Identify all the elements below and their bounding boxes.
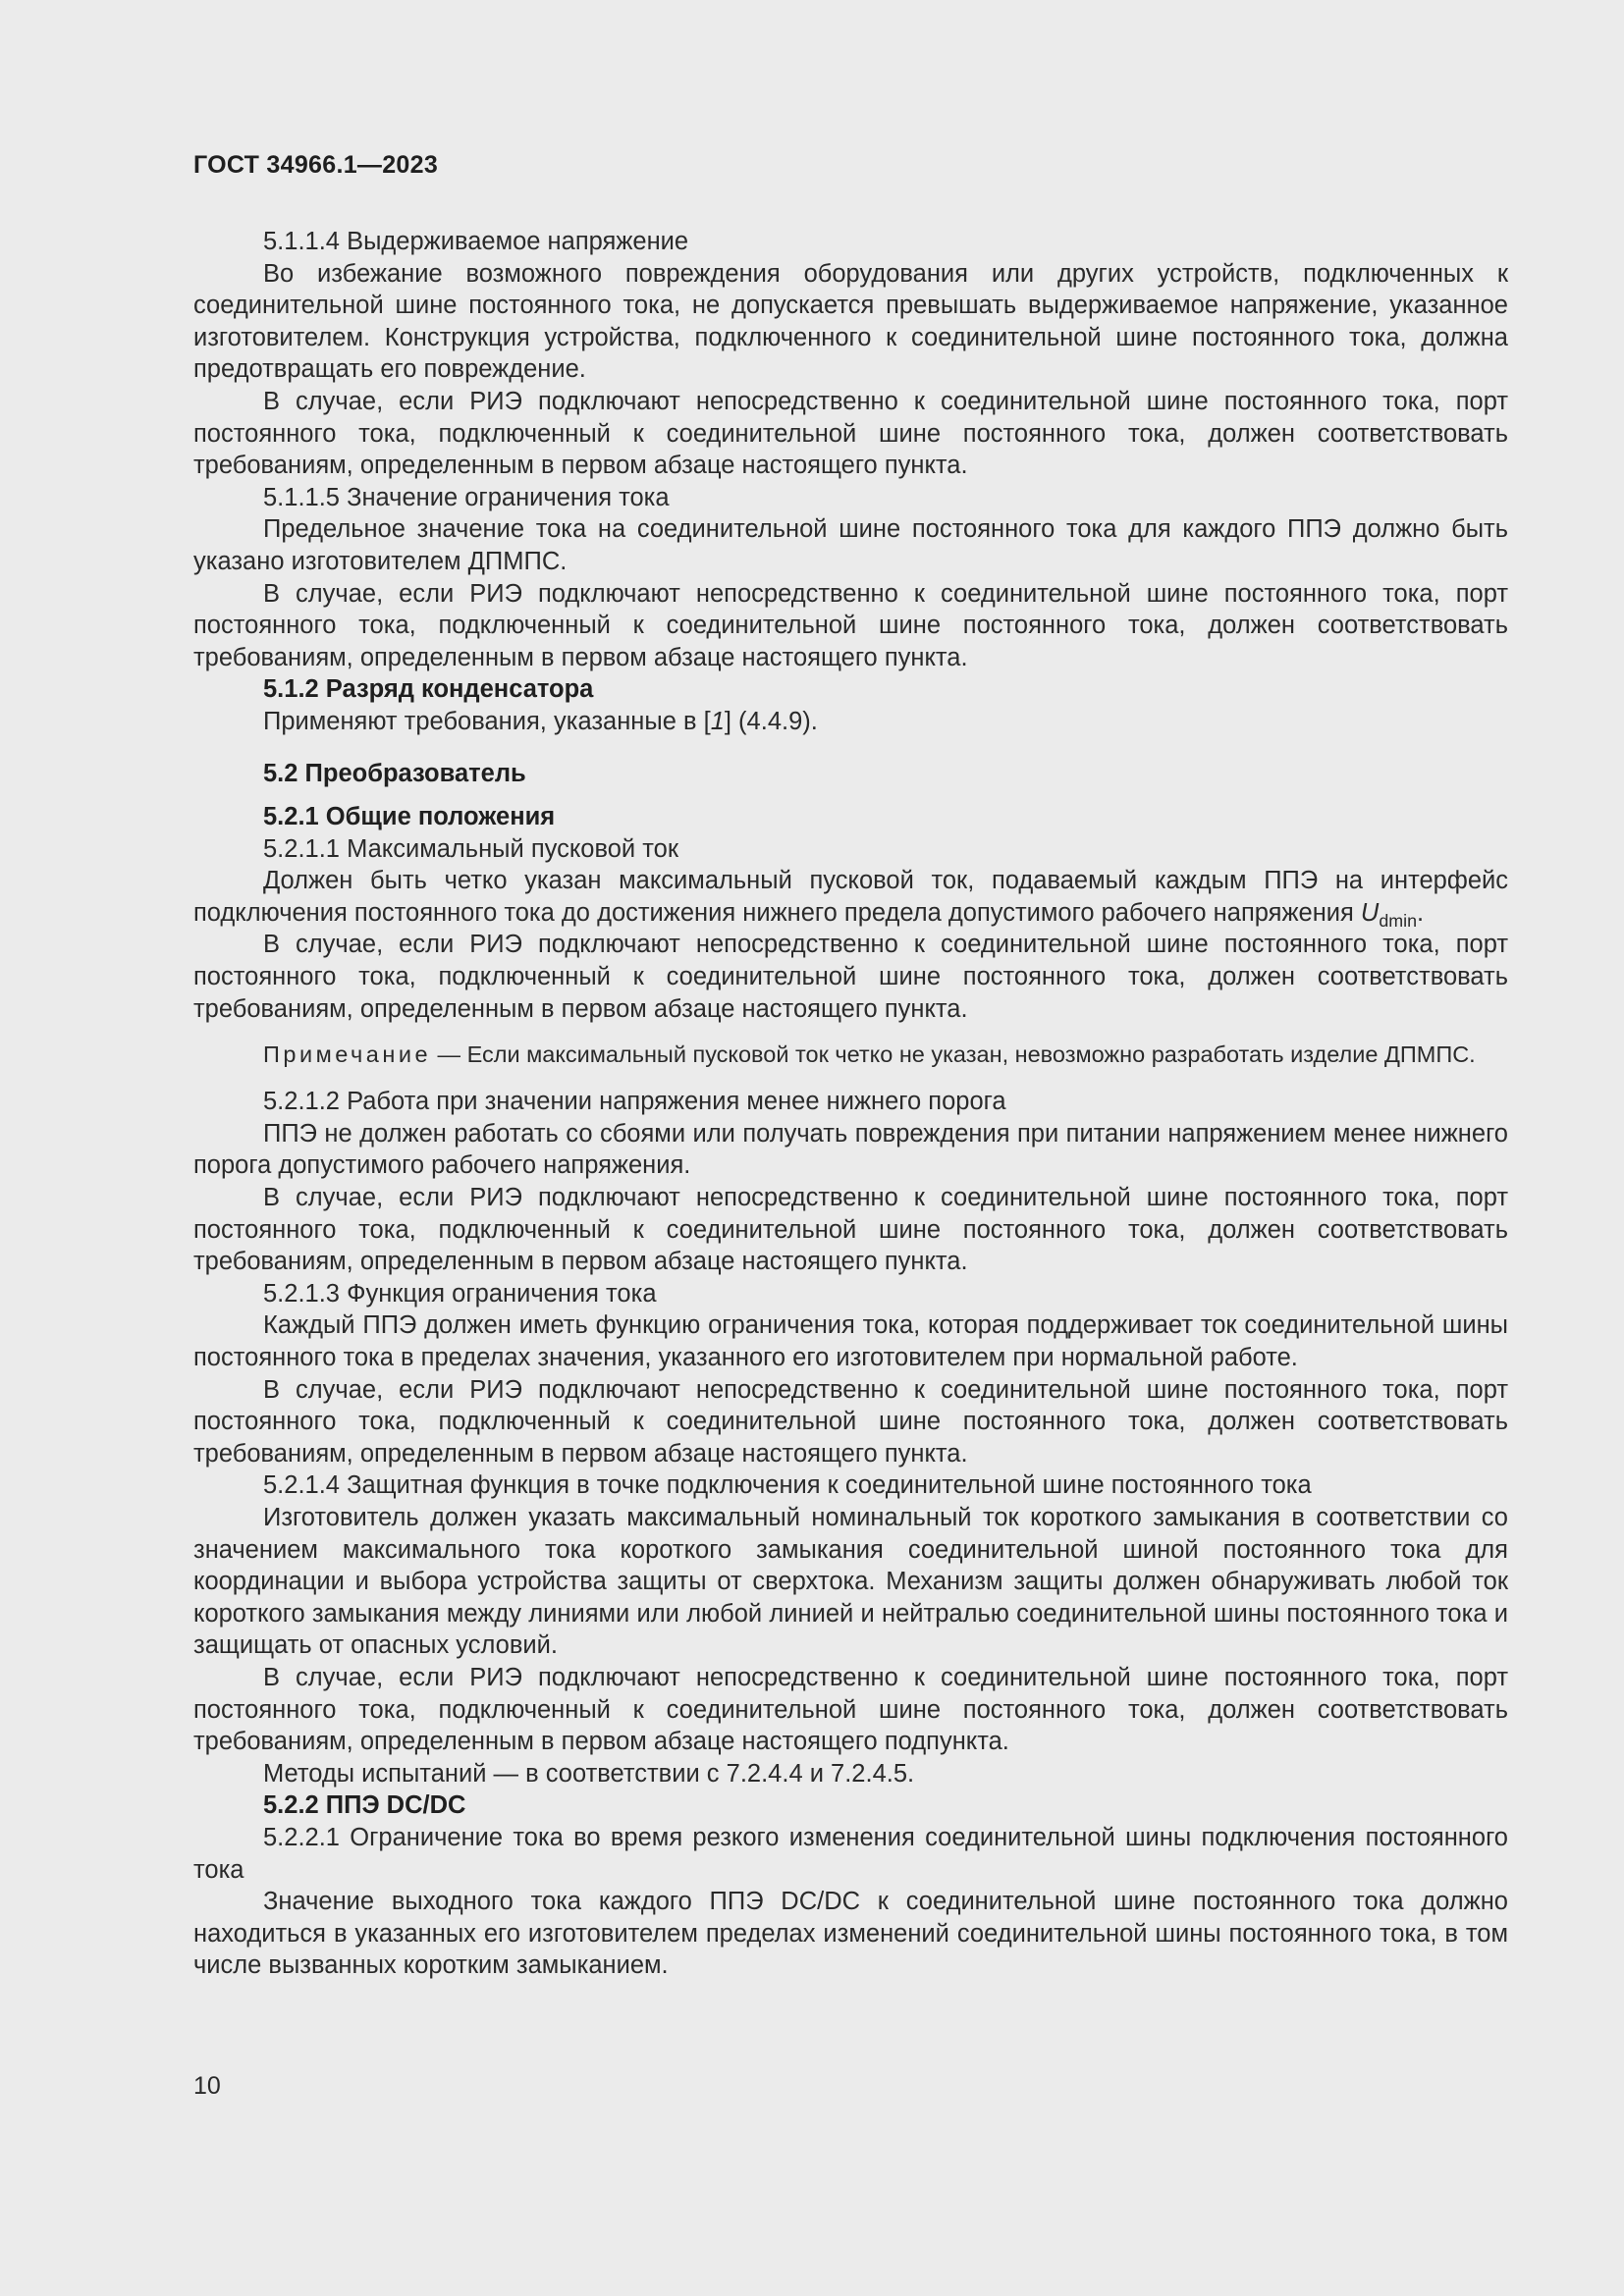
page-number: 10	[193, 2072, 221, 2100]
symbol-subscript: dmin	[1379, 911, 1418, 932]
text-fragment: Должен быть четко указан максимальный пусковой ток, подаваемый каждым ППЭ на интерфейс подключения постоянного тока до достижения нижнего предела допустимого рабочего напряжения	[193, 867, 1508, 927]
section-heading-5-2-1: 5.2.1 Общие положения	[263, 803, 556, 831]
section-heading-5-2-2: 5.2.2 ППЭ DC/DC	[263, 1791, 466, 1820]
text-fragment: Применяют требования, указанные в [	[263, 707, 711, 735]
paragraph: Изготовитель должен указать максимальный номинальный ток короткого замыкания в соответствии со значением максимального тока короткого замыкания соединительной шиной постоянного тока для координации и выбора устройства защиты от сверхтока. Механизм защиты должен обнаруживать любой ток короткого замыкания между линиями или любой линией и нейтралью соединительной шины постоянного тока и защищать от опасных условий.	[193, 1503, 1508, 1660]
paragraph: В случае, если РИЭ подключают непосредственно к соединительной шине постоянного тока, порт постоянного тока, подключенный к соединительной шине постоянного тока, должен соответствовать требованиям, определенным в первом абзаце настоящего пункта.	[193, 1375, 1508, 1468]
section-heading-5-1-2: 5.1.2 Разряд конденсатора	[263, 675, 594, 704]
symbol-u: U	[1360, 898, 1380, 927]
paragraph: Методы испытаний — в соответствии с 7.2.4.4 и 7.2.4.5.	[263, 1759, 915, 1788]
paragraph: Значение выходного тока каждого ППЭ DC/DC к соединительной шине постоянного тока должно находиться в указанных его изготовителем пределах изменений соединительной шины постоянного тока, в том числе вызванных коротким замыканием.	[193, 1888, 1508, 1980]
paragraph: В случае, если РИЭ подключают непосредственно к соединительной шине постоянного тока, порт постоянного тока, подключенный к соединительной шине постоянного тока, должен соответствовать требованиям, определенным в первом абзаце настоящего пункта.	[193, 387, 1508, 480]
paragraph: Во избежание возможного повреждения оборудования или других устройств, подключенных к соединительной шине постоянного тока, не допускается превышать выдерживаемое напряжение, указанное изготовителем. Конструкция устройства, подключенного к соединительной шине постоянного тока, должна предотвращать его повреждение.	[193, 259, 1508, 384]
note-text: — Если максимальный пусковой ток четко не указан, невозможно разработать изделие ДПМПС.	[431, 1041, 1476, 1068]
clause-heading-5-1-1-5: 5.1.1.5 Значение ограничения тока	[263, 483, 670, 511]
clause-heading-5-2-1-3: 5.2.1.3 Функция ограничения тока	[263, 1279, 657, 1308]
paragraph: В случае, если РИЭ подключают непосредственно к соединительной шине постоянного тока, порт постоянного тока, подключенный к соединительной шине постоянного тока, должен соответствовать требованиям, определенным в первом абзаце настоящего пункта.	[193, 931, 1508, 1023]
section-heading-5-2: 5.2 Преобразователь	[263, 759, 526, 787]
note	[193, 1039, 1508, 1070]
paragraph	[193, 865, 1508, 932]
paragraph: В случае, если РИЭ подключают непосредственно к соединительной шине постоянного тока, порт постоянного тока, подключенный к соединительной шине постоянного тока, должен соответствовать требованиям, определенным в первом абзаце настоящего пункта.	[193, 579, 1508, 671]
clause-heading-5-2-2-1: 5.2.2.1 Ограничение тока во время резкого изменения соединительной шины подключения постоянного тока	[193, 1823, 1508, 1884]
clause-heading-5-2-1-1: 5.2.1.1 Максимальный пусковой ток	[263, 834, 678, 863]
text-fragment: ] (4.4.9).	[724, 707, 818, 735]
paragraph: ППЭ не должен работать со сбоями или получать повреждения при питании напряжением менее нижнего порога допустимого рабочего напряжения.	[193, 1119, 1508, 1180]
document-header: ГОСТ 34966.1—2023	[193, 151, 439, 179]
paragraph	[193, 706, 1508, 738]
clause-heading-5-2-1-2: 5.2.1.2 Работа при значении напряжения менее нижнего порога	[263, 1088, 1006, 1116]
paragraph: Каждый ППЭ должен иметь функцию ограничения тока, которая поддерживает ток соединительной шины постоянного тока в пределах значения, указанного его изготовителем при нормальной работе.	[193, 1311, 1508, 1371]
paragraph: Предельное значение тока на соединительной шине постоянного тока для каждого ППЭ должно быть указано изготовителем ДПМПС.	[193, 515, 1508, 575]
note-label: Примечание	[263, 1041, 432, 1068]
clause-heading-5-1-1-4: 5.1.1.4 Выдерживаемое напряжение	[263, 228, 689, 255]
paragraph: В случае, если РИЭ подключают непосредственно к соединительной шине постоянного тока, порт постоянного тока, подключенный к соединительной шине постоянного тока, должен соответствовать требованиям, определенным в первом абзаце настоящего пункта.	[193, 1184, 1508, 1276]
clause-heading-5-2-1-4: 5.2.1.4 Защитная функция в точке подключения к соединительной шине постоянного тока	[263, 1471, 1312, 1500]
bibliography-ref-link[interactable]: 1	[710, 707, 725, 735]
paragraph: В случае, если РИЭ подключают непосредственно к соединительной шине постоянного тока, порт постоянного тока, подключенный к соединительной шине постоянного тока, должен соответствовать требованиям, определенным в первом абзаце настоящего подпункта.	[193, 1663, 1508, 1756]
text-fragment: .	[1417, 898, 1425, 927]
document-body	[193, 226, 1508, 1982]
